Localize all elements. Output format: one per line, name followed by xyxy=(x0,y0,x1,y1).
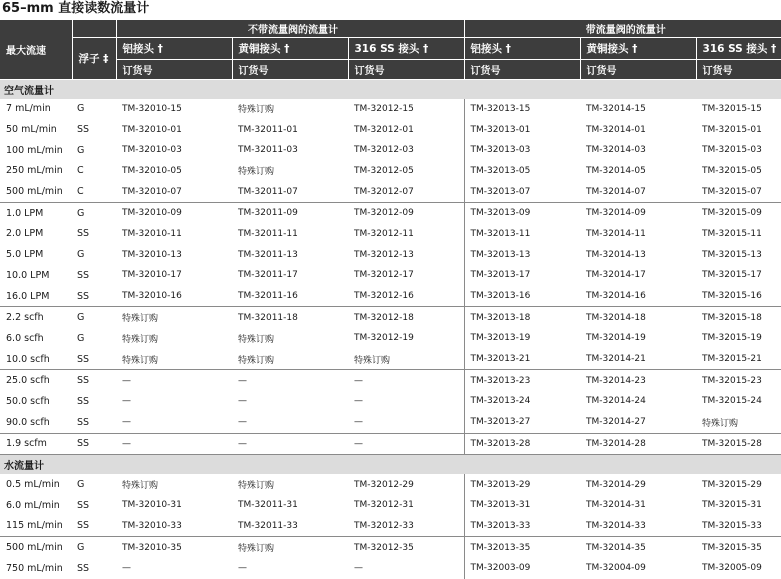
cell-order-number: TM-32013-11 xyxy=(464,224,580,245)
cell-float: G xyxy=(77,542,85,554)
cell-max-flow: 6.0 mL/min xyxy=(6,499,60,511)
cell-order-number: TM-32010-11 xyxy=(122,228,182,239)
cell-order-number: TM-32013-21 xyxy=(464,349,580,370)
table-row xyxy=(0,537,781,558)
cell-max-flow: 5.0 LPM xyxy=(6,249,44,261)
cell-order-number: TM-32013-24 xyxy=(464,391,580,412)
cell-max-flow: 500 mL/min xyxy=(6,542,63,554)
cell-order-number: TM-32010-33 xyxy=(116,516,232,537)
cell-float: G xyxy=(77,479,85,491)
cell-max-flow: 6.0 scfh xyxy=(6,332,44,344)
cell-order-number: 特殊订购 xyxy=(232,349,348,370)
cell-order-number: TM-32011-07 xyxy=(232,181,348,202)
cell-max-flow: 0.5 mL/min xyxy=(6,479,60,491)
table-header xyxy=(0,20,781,79)
cell-order-number: TM-32014-17 xyxy=(586,270,646,281)
cell-float: G xyxy=(77,103,85,115)
cell-order-number: TM-32014-29 xyxy=(586,479,646,490)
cell-order-number: TM-32014-11 xyxy=(586,228,646,239)
cell-order-number: TM-32014-35 xyxy=(586,542,646,553)
cell-order-number: 特殊订购 xyxy=(116,349,232,370)
cell-float: SS xyxy=(77,499,90,511)
cell-order-number: 特殊订购 xyxy=(238,334,275,345)
header-float-spacer xyxy=(72,20,116,38)
cell-order-number: — xyxy=(348,412,464,433)
cell-float: SS xyxy=(72,516,116,537)
header-fitting-316ss-valve: 316 SS 接头 † xyxy=(696,38,781,60)
cell-float: SS xyxy=(77,124,90,136)
cell-order-number: TM-32011-33 xyxy=(232,516,348,537)
cell-order-number: TM-32012-16 xyxy=(348,286,464,307)
cell-order-number: TM-32010-03 xyxy=(122,145,182,156)
table-row xyxy=(0,224,781,245)
header-order-no: 订货号 xyxy=(232,60,348,80)
cell-order-number: TM-32013-35 xyxy=(464,537,580,558)
cell-order-number: TM-32013-31 xyxy=(464,495,580,516)
cell-float: G xyxy=(77,144,85,156)
cell-float: SS xyxy=(77,228,90,240)
cell-order-number: 特殊订购 xyxy=(122,481,159,492)
cell-order-number: TM-32012-35 xyxy=(354,542,414,553)
cell-order-number: — xyxy=(354,375,363,386)
cell-order-number: TM-32012-09 xyxy=(354,208,414,219)
cell-order-number: TM-32015-31 xyxy=(702,500,762,511)
table-row xyxy=(0,516,781,537)
header-fitting-aluminum-valve: 铝接头 † xyxy=(464,38,580,60)
table-row xyxy=(0,370,781,391)
cell-order-number: TM-32013-23 xyxy=(464,370,580,391)
cell-order-number: TM-32005-09 xyxy=(702,563,762,574)
table-row xyxy=(0,307,781,328)
cell-order-number: TM-32014-15 xyxy=(586,103,646,114)
cell-float: C xyxy=(77,165,84,177)
header-float: 浮子 ‡ xyxy=(72,38,116,80)
table-row xyxy=(0,99,781,120)
header-order-no: 订货号 xyxy=(116,60,232,80)
cell-order-number: TM-32013-28 xyxy=(464,433,580,455)
cell-order-number: 特殊订购 xyxy=(238,544,275,555)
cell-float: G xyxy=(77,207,85,219)
cell-max-flow: 250 mL/min xyxy=(6,165,63,177)
header-group-no-valve: 不带流量阀的流量计 xyxy=(116,20,464,38)
cell-order-number: — xyxy=(232,433,348,455)
cell-order-number: TM-32011-31 xyxy=(238,500,298,511)
cell-order-number: TM-32015-19 xyxy=(702,333,762,344)
cell-order-number: TM-32011-01 xyxy=(238,124,298,135)
cell-order-number: TM-32015-23 xyxy=(702,375,762,386)
cell-order-number: TM-32014-18 xyxy=(586,312,646,323)
cell-order-number: TM-32015-11 xyxy=(702,228,762,239)
cell-float: SS xyxy=(77,562,90,574)
cell-float: SS xyxy=(72,433,116,455)
cell-order-number: TM-32012-07 xyxy=(348,181,464,202)
table-row xyxy=(0,119,781,140)
cell-float: SS xyxy=(72,349,116,370)
cell-float: SS xyxy=(77,375,90,387)
cell-order-number: TM-32014-24 xyxy=(586,396,646,407)
cell-order-number: 特殊订购 xyxy=(122,334,159,345)
cell-max-flow: 25.0 scfh xyxy=(6,375,50,387)
table-row xyxy=(0,140,781,161)
cell-order-number: TM-32013-17 xyxy=(464,265,580,286)
cell-order-number: TM-32012-01 xyxy=(354,124,414,135)
table-row xyxy=(0,349,781,370)
cell-order-number: TM-32015-35 xyxy=(702,542,762,553)
table-row xyxy=(0,391,781,412)
table-row xyxy=(0,161,781,182)
cell-order-number: TM-32015-15 xyxy=(702,103,762,114)
cell-order-number: TM-32010-09 xyxy=(122,208,182,219)
header-order-no: 订货号 xyxy=(348,60,464,80)
cell-max-flow: 10.0 scfh xyxy=(0,349,72,370)
cell-order-number: TM-32015-18 xyxy=(702,312,762,323)
header-fitting-brass-valve: 黄铜接头 † xyxy=(580,38,696,60)
table-row xyxy=(0,286,781,307)
cell-order-number: TM-32012-11 xyxy=(354,228,414,239)
cell-order-number: TM-32011-11 xyxy=(238,228,298,239)
cell-order-number: TM-32014-05 xyxy=(586,165,646,176)
cell-float: SS xyxy=(72,286,116,307)
cell-order-number: TM-32012-18 xyxy=(354,312,414,323)
cell-max-flow: 16.0 LPM xyxy=(0,286,72,307)
cell-max-flow: 100 mL/min xyxy=(6,144,63,156)
cell-max-flow: 2.0 LPM xyxy=(6,228,44,240)
cell-max-flow: 10.0 LPM xyxy=(6,269,50,281)
table-row xyxy=(0,328,781,349)
table-row xyxy=(0,474,781,495)
cell-float: SS xyxy=(77,395,90,407)
cell-order-number: TM-32014-19 xyxy=(586,333,646,344)
cell-order-number: TM-32012-29 xyxy=(354,479,414,490)
cell-max-flow: 500 mL/min xyxy=(0,181,72,202)
cell-order-number: TM-32014-16 xyxy=(580,286,696,307)
cell-order-number: TM-32013-05 xyxy=(464,161,580,182)
cell-order-number: TM-32014-07 xyxy=(580,181,696,202)
table-row xyxy=(0,412,781,433)
cell-order-number: TM-32015-29 xyxy=(702,479,762,490)
cell-max-flow: 50 mL/min xyxy=(6,124,57,136)
flowmeter-table xyxy=(0,20,781,579)
cell-order-number: — xyxy=(122,375,131,386)
cell-max-flow: 750 mL/min xyxy=(6,562,63,574)
cell-order-number: TM-32012-13 xyxy=(354,249,414,260)
cell-order-number: TM-32010-17 xyxy=(122,270,182,281)
header-group-valve: 带流量阀的流量计 xyxy=(464,20,781,38)
cell-float: SS xyxy=(77,269,90,281)
cell-order-number: TM-32011-17 xyxy=(238,270,298,281)
cell-order-number: TM-32013-07 xyxy=(464,181,580,202)
cell-order-number: TM-32015-21 xyxy=(696,349,781,370)
cell-order-number: TM-32011-18 xyxy=(238,312,298,323)
cell-order-number: TM-32013-09 xyxy=(464,202,580,223)
header-fitting-316ss: 316 SS 接头 † xyxy=(348,38,464,60)
cell-order-number: TM-32015-13 xyxy=(702,249,762,260)
header-fitting-aluminum: 铝接头 † xyxy=(116,38,232,60)
cell-order-number: TM-32010-07 xyxy=(116,181,232,202)
cell-order-number: TM-32010-31 xyxy=(122,500,182,511)
table-row xyxy=(0,433,781,455)
cell-order-number: 特殊订购 xyxy=(238,481,275,492)
cell-order-number: TM-32013-03 xyxy=(464,140,580,161)
cell-order-number: TM-32012-05 xyxy=(354,165,414,176)
cell-float: C xyxy=(72,181,116,202)
cell-order-number: — xyxy=(122,396,131,407)
cell-order-number: TM-32015-16 xyxy=(696,286,781,307)
cell-float: G xyxy=(77,312,85,324)
cell-order-number: TM-32015-17 xyxy=(702,270,762,281)
cell-order-number: TM-32014-31 xyxy=(586,500,646,511)
cell-order-number: TM-32014-13 xyxy=(586,249,646,260)
cell-max-flow: 2.2 scfh xyxy=(6,312,44,324)
cell-order-number: TM-32012-15 xyxy=(354,103,414,114)
cell-order-number: TM-32011-16 xyxy=(232,286,348,307)
table-row xyxy=(0,202,781,223)
cell-order-number: TM-32011-13 xyxy=(238,249,298,260)
cell-order-number: TM-32014-09 xyxy=(586,208,646,219)
cell-max-flow: 50.0 scfh xyxy=(6,395,50,407)
section-row xyxy=(0,455,781,475)
header-fitting-brass: 黄铜接头 † xyxy=(232,38,348,60)
cell-order-number: TM-32011-09 xyxy=(238,208,298,219)
header-order-no: 订货号 xyxy=(464,60,580,80)
cell-order-number: TM-32012-03 xyxy=(354,145,414,156)
cell-order-number: 特殊订购 xyxy=(348,349,464,370)
cell-order-number: TM-32013-18 xyxy=(464,307,580,328)
cell-order-number: TM-32003-09 xyxy=(464,558,580,579)
cell-order-number: TM-32010-16 xyxy=(116,286,232,307)
cell-order-number: TM-32014-27 xyxy=(580,412,696,433)
cell-order-number: — xyxy=(232,412,348,433)
header-max-flow: 最大流速 xyxy=(0,20,72,79)
cell-order-number: TM-32013-01 xyxy=(464,119,580,140)
cell-max-flow: 90.0 scfh xyxy=(0,412,72,433)
table-row xyxy=(0,265,781,286)
cell-order-number: TM-32011-03 xyxy=(238,145,298,156)
cell-float: G xyxy=(77,332,85,344)
cell-order-number: — xyxy=(238,396,247,407)
cell-order-number: 特殊订购 xyxy=(122,314,159,325)
cell-order-number: TM-32004-09 xyxy=(586,563,646,574)
cell-order-number: TM-32013-15 xyxy=(464,99,580,120)
table-row xyxy=(0,181,781,202)
cell-order-number: TM-32014-21 xyxy=(580,349,696,370)
cell-order-number: TM-32014-01 xyxy=(586,124,646,135)
cell-order-number: TM-32014-33 xyxy=(580,516,696,537)
cell-float: G xyxy=(77,249,85,261)
table-row xyxy=(0,244,781,265)
section-row xyxy=(0,79,781,99)
cell-order-number: — xyxy=(354,563,363,574)
cell-order-number: — xyxy=(238,563,247,574)
cell-max-flow: 115 mL/min xyxy=(0,516,72,537)
cell-order-number: TM-32015-24 xyxy=(702,396,762,407)
cell-order-number: TM-32013-27 xyxy=(464,412,580,433)
cell-order-number: TM-32015-28 xyxy=(696,433,781,455)
header-order-no: 订货号 xyxy=(580,60,696,80)
cell-order-number: TM-32012-31 xyxy=(354,500,414,511)
header-order-no: 订货号 xyxy=(696,60,781,80)
cell-order-number: TM-32013-29 xyxy=(464,474,580,495)
cell-order-number: TM-32015-09 xyxy=(702,208,762,219)
cell-max-flow: 1.9 scfm xyxy=(0,433,72,455)
cell-order-number: TM-32015-33 xyxy=(696,516,781,537)
cell-order-number: TM-32014-23 xyxy=(586,375,646,386)
cell-order-number: TM-32012-17 xyxy=(354,270,414,281)
cell-order-number: TM-32015-01 xyxy=(702,124,762,135)
table-row xyxy=(0,558,781,579)
cell-order-number: TM-32013-16 xyxy=(464,286,580,307)
cell-order-number: TM-32010-01 xyxy=(122,124,182,135)
cell-order-number: TM-32015-07 xyxy=(696,181,781,202)
cell-order-number: TM-32012-19 xyxy=(354,333,414,344)
cell-order-number: TM-32012-33 xyxy=(348,516,464,537)
cell-order-number: — xyxy=(354,396,363,407)
cell-order-number: TM-32014-28 xyxy=(580,433,696,455)
cell-order-number: TM-32010-05 xyxy=(122,165,182,176)
section-label: 空气流量计 xyxy=(0,79,781,99)
cell-order-number: TM-32010-13 xyxy=(122,249,182,260)
cell-order-number: TM-32015-03 xyxy=(702,145,762,156)
cell-order-number: TM-32013-13 xyxy=(464,244,580,265)
cell-order-number: — xyxy=(116,412,232,433)
cell-float: SS xyxy=(72,412,116,433)
cell-order-number: TM-32010-35 xyxy=(122,542,182,553)
cell-order-number: TM-32010-15 xyxy=(122,103,182,114)
cell-order-number: 特殊订购 xyxy=(238,105,275,116)
cell-max-flow: 7 mL/min xyxy=(6,103,51,115)
cell-order-number: TM-32014-03 xyxy=(586,145,646,156)
cell-order-number: — xyxy=(238,375,247,386)
cell-order-number: TM-32015-05 xyxy=(702,165,762,176)
table-row xyxy=(0,495,781,516)
cell-order-number: — xyxy=(122,563,131,574)
cell-order-number: 特殊订购 xyxy=(238,167,275,178)
cell-order-number: — xyxy=(116,433,232,455)
page-title: 65–mm 直接读数流量计 xyxy=(2,1,150,16)
table-body xyxy=(0,79,781,579)
cell-max-flow: 1.0 LPM xyxy=(6,207,44,219)
cell-order-number: TM-32013-33 xyxy=(464,516,580,537)
section-label: 水流量计 xyxy=(0,455,781,475)
cell-order-number: 特殊订购 xyxy=(696,412,781,433)
cell-order-number: — xyxy=(348,433,464,455)
cell-order-number: TM-32013-19 xyxy=(464,328,580,349)
